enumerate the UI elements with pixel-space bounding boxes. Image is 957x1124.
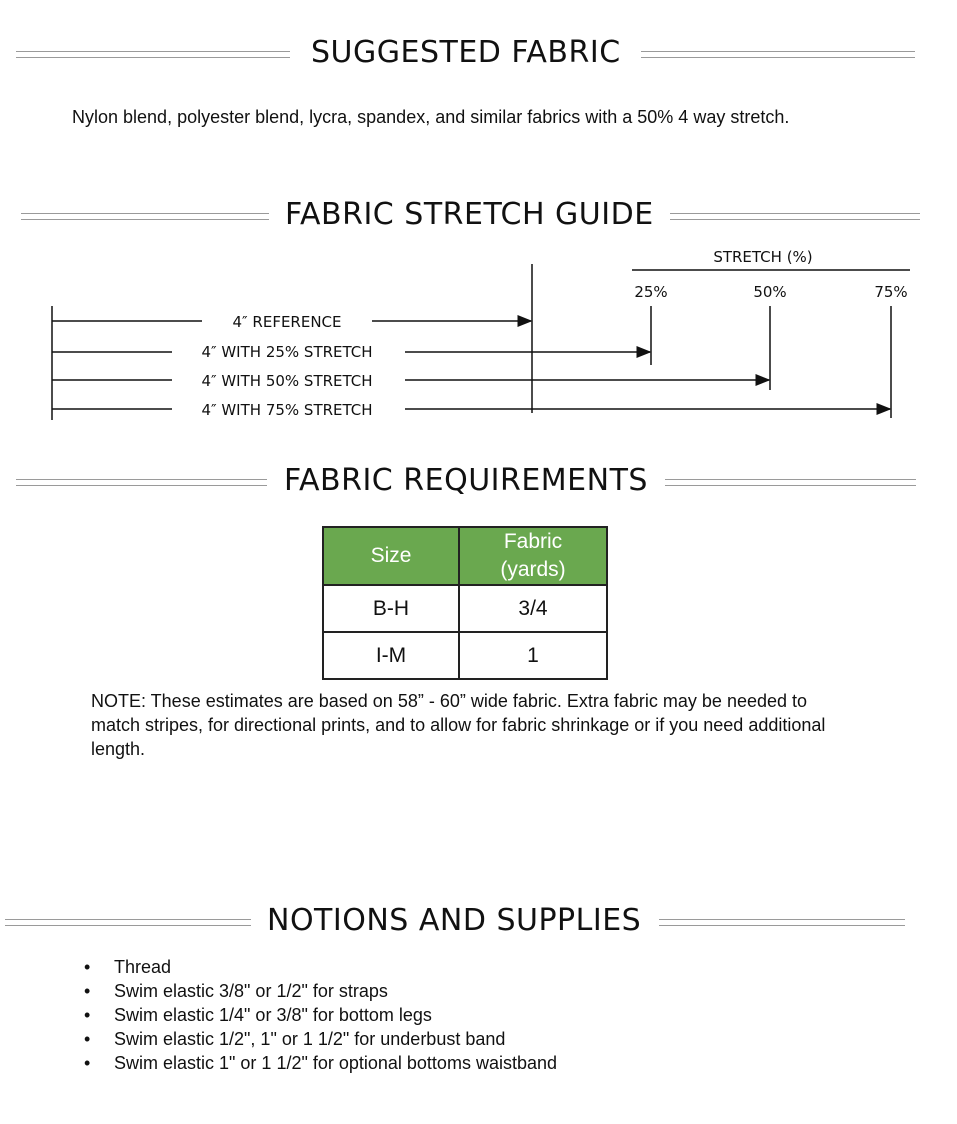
- list-item-text: Thread: [114, 957, 172, 977]
- cell-size: B-H: [323, 585, 459, 632]
- row-25-label: 4″ WITH 25% STRETCH: [201, 343, 373, 361]
- list-item: [84, 979, 557, 1003]
- row-50-label: 4″ WITH 50% STRETCH: [201, 372, 373, 390]
- row-reference-label: 4″ REFERENCE: [232, 313, 342, 331]
- section-title: SUGGESTED FABRIC: [311, 35, 621, 70]
- cell-yards: 3/4: [459, 585, 607, 632]
- suggested-fabric-text: Nylon blend, polyester blend, lycra, spandex, and similar fabrics with a 50% 4 way stretch.: [72, 107, 790, 127]
- heading-rule-left: [21, 213, 269, 220]
- cell-yards: 1: [459, 632, 607, 679]
- heading-suggested-fabric: [0, 33, 957, 73]
- tick-label-50: 50%: [753, 283, 787, 301]
- stretch-label: STRETCH (%): [713, 248, 813, 266]
- heading-rule-left: [16, 51, 290, 58]
- list-item-text: Swim elastic 1" or 1 1/2" for optional bottoms waistband: [114, 1053, 557, 1073]
- bullet: •: [84, 1029, 91, 1049]
- list-item-text: Swim elastic 1/4" or 3/8" for bottom legs: [114, 1005, 432, 1025]
- stretch-guide-diagram: [0, 240, 957, 425]
- fabric-note: NOTE: These estimates are based on 58” - 60” wide fabric. Extra fabric may be needed to match stripes, for directional prints, and to allow for fabric shrinkage or if you need additional length.: [91, 691, 826, 759]
- notions-list: [84, 955, 557, 1075]
- list-item: [84, 1051, 557, 1075]
- heading-rule-right: [665, 479, 916, 486]
- heading-notions: [0, 901, 957, 941]
- header-fabric-yards-label: Fabric (yards): [500, 530, 566, 581]
- header-fabric-yards: [459, 527, 607, 585]
- section-title: FABRIC STRETCH GUIDE: [285, 197, 654, 232]
- heading-rule-right: [670, 213, 920, 220]
- heading-fabric-requirements: [0, 461, 957, 501]
- section-title: FABRIC REQUIREMENTS: [284, 463, 648, 498]
- cell-size: I-M: [323, 632, 459, 679]
- table-row: [323, 632, 607, 679]
- section-title: NOTIONS AND SUPPLIES: [267, 903, 642, 938]
- table-row: [323, 585, 607, 632]
- list-item: [84, 1027, 557, 1051]
- heading-rule-right: [659, 919, 905, 926]
- tick-label-25: 25%: [634, 283, 668, 301]
- header-size: Size: [323, 527, 459, 585]
- list-item-text: Swim elastic 1/2", 1" or 1 1/2" for underbust band: [114, 1029, 506, 1049]
- list-item-text: Swim elastic 3/8" or 1/2" for straps: [114, 981, 388, 1001]
- tick-label-75: 75%: [874, 283, 908, 301]
- heading-stretch-guide: [0, 195, 957, 235]
- fabric-requirements-table: [322, 526, 608, 680]
- bullet: •: [84, 1053, 91, 1073]
- list-item: [84, 955, 557, 979]
- row-75-label: 4″ WITH 75% STRETCH: [201, 401, 373, 419]
- bullet: •: [84, 957, 91, 977]
- list-item: [84, 1003, 557, 1027]
- heading-rule-right: [641, 51, 915, 58]
- heading-rule-left: [5, 919, 251, 926]
- bullet: •: [84, 1005, 91, 1025]
- table-header-row: [323, 527, 607, 585]
- heading-rule-left: [16, 479, 267, 486]
- bullet: •: [84, 981, 91, 1001]
